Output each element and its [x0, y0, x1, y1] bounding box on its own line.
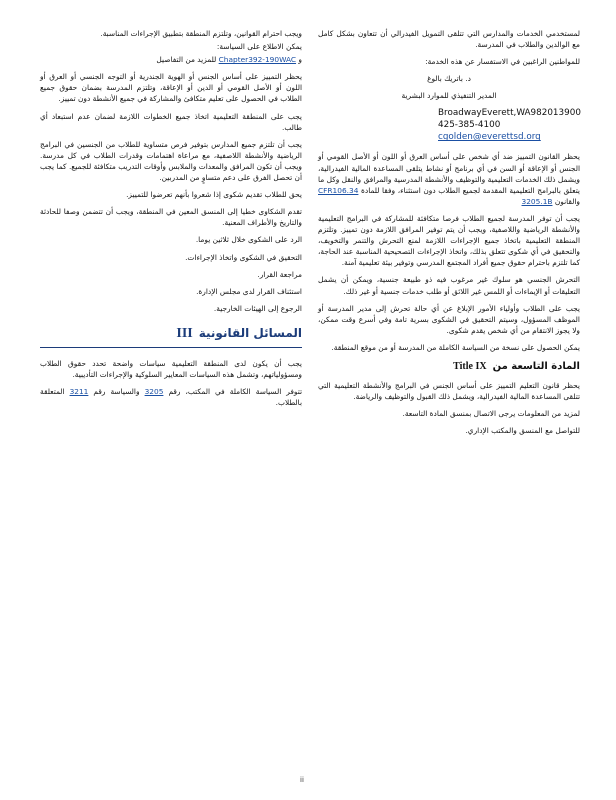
contact-email-link[interactable]: cgolden@everettsd.org [438, 132, 541, 143]
intro-paragraph: ﻟﻤﺴﺘﺨﺪﻣﻲ ﺍﻟﺨﺪﻣﺎﺕ ﻭﺍﻟﻤﺪﺍﺭﺱ ﺍﻟﺘﻲ ﺗﺘﻠﻘﻰ ﺍﻟﺘﻤﻮﻳﻞ ﺍﻟﻔﻴﺪﺭﺍﻟﻲ ﺃﻥ ﺗﺘﻌﺎﻭﻥ ﺑﺸﻜﻞ ﻛﺎﻣﻞ ﻣﻊ ﺍﻟﻮﺍﻟﺪﻳﻦ ﻭﺍﻟﻄﻼﺏ ﻓﻲ ﺍﻟﻤﺪﺭﺳﺔ. [318, 29, 580, 50]
reporting-paragraph: ﻳﺠﺐ ﻋﻠﻰ ﺍﻟﻄﻼﺏ ﻭﺃﻭﻟﻴﺎﺀ ﺍﻷﻣﻮﺭ ﺍﻹﺑﻼﻍ ﻋﻦ ﺃﻱ ﺣﺎﻟﺔ ﺗﺤﺮﺵ ﺇﻟﻰ ﻣﺪﻳﺮ ﺍﻟﻤﺪﺭﺳﺔ ﺃﻭ ﺍﻟﻤﻮﻇﻒ ﺍﻟﻤﺴﺆﻭﻝ، ﻭﺳﻴﺘﻢ ﺍﻟﺘﺤﻘﻴﻖ ﻓﻲ ﺍﻟﺸﻜﻮﻯ ﺑﺴﺮﻳﺔ ﺗﺎﻣﺔ ﻭﻓﻲ ﺃﺳﺮﻉ ﻭﻗﺖ ﻣﻤﻜﻦ، ﻭﻻ ﻳﺠﻮﺯ ﺍﻻﻧﺘﻘﺎﻡ ﻣﻦ ﺃﻱ ﺷﺨﺺ ﻳﻘﺪﻡ ﺷﻜﻮﻯ. [318, 303, 580, 335]
right-column [318, 28, 580, 442]
wac-reference [40, 54, 302, 65]
equal-opportunity-paragraph: ﻳﺠﺐ ﺃﻥ ﺗﻮﻓﺮ ﺍﻟﻤﺪﺭﺳﺔ ﻟﺠﻤﻴﻊ ﺍﻟﻄﻼﺏ ﻓﺮﺻﺎ ﻣﺘﻜﺎﻓﺌﺔ ﻟﻠﻤﺸﺎﺭﻛﺔ ﻓﻲ ﺍﻟﺒﺮﺍﻣﺞ ﺍﻟﺘﻌﻠﻴﻤﻴﺔ ﻭﺍﻷﻧﺸﻄﺔ ﺍﻟﺮﻳﺎﺿﻴﺔ ﻭﺍﻟﻼﺻﻔﻴﺔ، ﻭﻳﺠﺐ ﺃﻥ ﻳﺘﻢ ﺗﻮﻓﻴﺮ ﺍﻟﻤﺮﺍﻓﻖ ﺍﻟﻼﺯﻣﺔ ﺩﻭﻥ ﺗﻤﻴﻴﺰ. ﻭﺗﻠﺘﺰﻡ ﺍﻟﻤﻨﻄﻘﺔ ﺍﻟﺘﻌﻠﻴﻤﻴﺔ ﺑﺎﺗﺨﺎﺫ ﺟﻤﻴﻊ ﺍﻹﺟﺮﺍﺀﺍﺕ ﺍﻟﻼﺯﻣﺔ ﻟﻤﻨﻊ ﺍﻟﺘﺤﺮﺵ ﻭﺍﻟﺘﻨﻤﺮ ﻭﺍﻟﺘﺨﻮﻳﻒ، ﻭﺍﻟﺘﺤﻘﻴﻖ ﻓﻲ ﺃﻱ ﺷﻜﻮﻯ ﺗﺘﻌﻠﻖ ﺑﺬﻟﻚ، ﻭﺍﺗﺨﺎﺫ ﺍﻹﺟﺮﺍﺀﺍﺕ ﺍﻟﺘﺼﺤﻴﺤﻴﺔ ﺍﻟﻤﻨﺎﺳﺒﺔ ﻋﻨﺪ ﺍﻟﺤﺎﺟﺔ، ﻛﻤﺎ ﺗﻠﺘﺰﻡ ﺑﺎﺣﺘﺮﺍﻡ ﺣﻘﻮﻕ ﺟﻤﻴﻊ ﺃﻓﺮﺍﺩ ﺍﻟﻤﺠﺘﻤﻊ ﺍﻟﻤﺪﺭﺳﻲ ﻭﺗﻮﻓﻴﺮ ﺑﻴﺌﺔ ﺗﻌﻠﻴﻤﻴﺔ ﺁﻣﻨﺔ. [318, 213, 580, 268]
contact-intro: ﻟﻠﻤﻮﺍﻃﻨﻴﻦ ﺍﻟﺮﺍﻏﺒﻴﻦ ﻓﻲ ﺍﻻﺳﺘﻔﺴﺎﺭ ﻋﻦ ﻫﺬﻩ ﺍﻟﺨﺪﻣﺔ: [425, 57, 580, 67]
wac-chapter-link[interactable]: Chapter392-190WAC [218, 55, 297, 65]
wac-prefix: ﻭ [298, 55, 302, 65]
contact-name: ﺩ. ﺑﺎﺗﺮﻳﻚ ﺑﺎﻟﻮﻍ [427, 74, 471, 84]
step-external: ﺍﻟﺮﺟﻮﻉ ﺇﻟﻰ ﺍﻟﻬﻴﺌﺎﺕ ﺍﻟﺨﺎﺭﺟﻴﺔ. [213, 303, 302, 313]
title-ix-tag: Title IX [453, 360, 487, 372]
wac-suffix: ﻟﻠﻤﺰﻳﺪ ﻣﻦ ﺍﻟﺘﻔﺎﺻﻴﻞ [156, 55, 217, 65]
section-iii-heading [40, 325, 302, 341]
section-iii-number: III [176, 325, 193, 341]
harassment-definition: ﺍﻟﺘﺤﺮﺵ ﺍﻟﺠﻨﺴﻲ ﻫﻮ ﺳﻠﻮﻙ ﻏﻴﺮ ﻣﺮﻏﻮﺏ ﻓﻴﻪ ﺫﻭ ﻃﺒﻴﻌﺔ ﺟﻨﺴﻴﺔ، ﻭﻳﻤﻜﻦ ﺃﻥ ﻳﺸﻤﻞ ﺍﻟﺘﻌﻠﻴﻘﺎﺕ ﺃﻭ ﺍﻹﻳﻤﺎﺀﺍﺕ ﺃﻭ ﺍﻟﻠﻤﺲ ﻏﻴﺮ ﺍﻟﻼﺋﻖ ﺃﻭ ﻃﻠﺐ ﺧﺪﻣﺎﺕ ﺟﻨﺴﻴﺔ ﺃﻭ ﻏﻴﺮ ﺫﻟﻚ. [318, 275, 580, 296]
section-divider [40, 347, 302, 348]
title-ix-paragraph: ﻳﺤﻈﺮ ﻗﺎﻧﻮﻥ ﺍﻟﺘﻌﻠﻴﻢ ﺍﻟﺘﻤﻴﻴﺰ ﻋﻠﻰ ﺃﺳﺎﺱ ﺍﻟﺠﻨﺲ ﻓﻲ ﺍﻟﺒﺮﺍﻣﺞ ﻭﺍﻷﻧﺸﻄﺔ ﺍﻟﺘﻌﻠﻴﻤﻴﺔ ﺍﻟﺘﻲ ﺗﺘﻠﻘﻰ ﺍﻟﻤﺴﺎﻋﺪﺓ ﺍﻟﻤﺎﻟﻴﺔ ﺍﻟﻔﻴﺪﺭﺍﻟﻴﺔ، ﻭﻳﺸﻤﻞ ﺫﻟﻚ ﺍﻟﻘﺒﻮﻝ ﻭﺍﻟﺘﻮﻇﻴﻒ ﻭﺍﻟﺮﻳﺎﺿﺔ. [318, 381, 580, 402]
athletics-paragraph: ﻳﺠﺐ ﺃﻥ ﺗﻠﺘﺰﻡ ﺟﻤﻴﻊ ﺍﻟﻤﺪﺍﺭﺱ ﺑﺘﻮﻓﻴﺮ ﻓﺮﺹ ﻣﺘﺴﺎﻭﻳﺔ ﻟﻠﻄﻼﺏ ﻣﻦ ﺍﻟﺠﻨﺴﻴﻦ ﻓﻲ ﺍﻟﺒﺮﺍﻣﺞ ﺍﻟﺮﻳﺎﺿﻴﺔ ﻭﺍﻷﻧﺸﻄﺔ ﺍﻟﻼﺻﻔﻴﺔ، ﻣﻊ ﻣﺮﺍﻋﺎﺓ ﺍﻫﺘﻤﺎﻣﺎﺕ ﻭﻗﺪﺭﺍﺕ ﺍﻟﻄﻼﺏ ﻓﻲ ﻛﻞ ﻣﺪﺭﺳﺔ. ﻭﻳﺠﺐ ﺃﻥ ﺗﻜﻮﻥ ﺍﻟﻤﺮﺍﻓﻖ ﻭﺍﻟﻤﻌﺪﺍﺕ ﻭﺍﻟﻤﻼﺑﺲ ﻭﺃﻭﻗﺎﺕ ﺍﻟﺘﺪﺭﻳﺐ ﻣﺘﻜﺎﻓﺌﺔ ﻟﻠﺠﻤﻴﻊ. ﻛﻤﺎ ﻳﺠﺐ ﺃﻥ ﺗﺤﺼﻞ ﺍﻟﻔﺮﻕ ﻋﻠﻰ ﺩﻋﻢ ﻣﺘﺴﺎﻭٍ ﻣﻦ ﺍﻟﻤﺪﺭﺑﻴﻦ. [40, 139, 302, 183]
step-review: ﻣﺮﺍﺟﻌﺔ ﺍﻟﻘﺮﺍﺭ. [257, 269, 302, 279]
left-intro: ﻭﻳﺠﺐ ﺍﺣﺘﺮﺍﻡ ﺍﻟﻘﻮﺍﻧﻴﻦ، ﻭﺗﻠﺘﺰﻡ ﺍﻟﻤﻨﻄﻘﺔ ﺑﺘﻄﺒﻴﻖ ﺍﻹﺟﺮﺍﺀﺍﺕ ﺍﻟﻤﻨﺎﺳﺒﺔ. [100, 29, 302, 38]
nondiscrimination-text: ﻳﺤﻈﺮ ﺍﻟﻘﺎﻧﻮﻥ ﺍﻟﺘﻤﻴﻴﺰ ﺿﺪ ﺃﻱ ﺷﺨﺺ ﻋﻠﻰ ﺃﺳﺎﺱ ﺍﻟﻌﺮﻕ ﺃﻭ ﺍﻟﻠﻮﻥ ﺃﻭ ﺍﻷﺻﻞ ﺍﻟﻘﻮﻣﻲ ﺃﻭ ﺍﻟﺠﻨﺲ ﺃﻭ ﺍﻹﻋﺎﻗﺔ ﺃﻭ ﺍﻟﺴﻦ ﻓﻲ ﺃﻱ ﺑﺮﻧﺎﻣﺞ ﺃﻭ ﻧﺸﺎﻁ ﻳﺘﻠﻘﻰ ﺍﻟﻤﺴﺎﻋﺪﺓ ﺍﻟﻤﺎﻟﻴﺔ ﺍﻟﻔﻴﺪﺭﺍﻟﻴﺔ، ﻭﻳﺸﻤﻞ ﺫﻟﻚ ﺍﻟﺨﺪﻣﺎﺕ ﺍﻟﺘﻌﻠﻴﻤﻴﺔ ﻭﺍﻟﺘﻮﻇﻴﻒ ﻭﺍﻷﻧﺸﻄﺔ ﺍﻟﻤﺪﺭﺳﻴﺔ ﻭﺍﻟﻤﺮﺍﻓﻖ ﻭﺍﻟﻨﻘﻞ ﻭﻛﻞ ﻣﺎ ﻳﺘﻌﻠﻖ ﺑﺎﻟﺒﺮﺍﻣﺞ ﺍﻟﺘﻌﻠﻴﻤﻴﺔ ﺍﻟﻤﻘﺪﻣﺔ ﻟﺠﻤﻴﻊ ﺍﻟﻄﻼﺏ ﺩﻭﻥ ﺍﺳﺘﺜﻨﺎﺀ، ﻭﻓﻘﺎ ﻟﻠﻤﺎﺩﺓ [318, 152, 580, 195]
nondiscrimination-text-end: ﻭﺍﻟﻘﺎﻧﻮﻥ [554, 196, 580, 206]
nondiscrimination-paragraph [318, 151, 580, 206]
policy-3205-link[interactable]: 3205 [144, 387, 164, 397]
left-column [40, 28, 302, 414]
policy-availability-mid: ﻭﺍﻟﺴﻴﺎﺳﺔ ﺭﻗﻢ [93, 387, 140, 397]
title-ix-heading [318, 361, 580, 372]
complaint-procedure: ﺗﻘﺪﻡ ﺍﻟﺸﻜﺎﻭﻯ ﺧﻄﻴﺎ ﺇﻟﻰ ﺍﻟﻤﻨﺴﻖ ﺍﻟﻤﻌﻴﻦ ﻓﻲ ﺍﻟﻤﻨﻄﻘﺔ، ﻭﻳﺠﺐ ﺃﻥ ﺗﺘﻀﻤﻦ ﻭﺻﻔﺎ ﻟﻠﺤﺎﺩﺛﺔ ﻭﺍﻟﺘﺎﺭﻳﺦ ﻭﺍﻷﻃﺮﺍﻑ ﺍﻟﻤﻌﻨﻴﺔ. [40, 207, 302, 228]
policy-availability-text: ﺗﺘﻮﻓﺮ ﺍﻟﺴﻴﺎﺳﺔ ﺍﻟﻜﺎﻣﻠﺔ ﻓﻲ ﺍﻟﻤﻜﺘﺐ، ﺭﻗﻢ [168, 387, 303, 397]
policy-availability [40, 386, 302, 408]
title-ix-heading-text: ﺍﻟﻤﺎﺩﺓ ﺍﻟﺘﺎﺳﻌﺔ ﻣﻦ [492, 360, 580, 372]
policy-copy-paragraph: ﻳﻤﻜﻦ ﺍﻟﺤﺼﻮﻝ ﻋﻠﻰ ﻧﺴﺨﺔ ﻣﻦ ﺍﻟﺴﻴﺎﺳﺔ ﺍﻟﻜﺎﻣﻠﺔ ﻣﻦ ﺍﻟﻤﺪﺭﺳﺔ ﺃﻭ ﻣﻦ ﻣﻮﻗﻊ ﺍﻟﻤﻨﻄﻘﺔ. [331, 342, 580, 352]
section-iii-title: ﺍﻟﻤﺴﺎﺋﻞ ﺍﻟﻘﺎﻧﻮﻧﻴﺔ [198, 325, 302, 340]
cfr-link[interactable]: CFR106.34 [318, 185, 359, 195]
legal-policies-paragraph: ﻳﺠﺐ ﺃﻥ ﻳﻜﻮﻥ ﻟﺪﻯ ﺍﻟﻤﻨﻄﻘﺔ ﺍﻟﺘﻌﻠﻴﻤﻴﺔ ﺳﻴﺎﺳﺎﺕ ﻭﺍﺿﺤﺔ ﺗﺤﺪﺩ ﺣﻘﻮﻕ ﺍﻟﻄﻼﺏ ﻭﻣﺴﺆﻭﻟﻴﺎﺗﻬﻢ، ﻭﺗﺸﻤﻞ ﻫﺬﻩ ﺍﻟﺴﻴﺎﺳﺎﺕ ﺍﻟﻤﻌﺎﻳﻴﺮ ﺍﻟﺴﻠﻮﻛﻴﺔ ﻭﺍﻹﺟﺮﺍﺀﺍﺕ ﺍﻟﺘﺄﺩﻳﺒﻴﺔ. [40, 358, 302, 380]
policy-availability-end: ﺍﻟﻤﺘﻌﻠﻘﺔ ﺑﺎﻟﻄﻼﺏ. [40, 387, 302, 408]
page-number: ii [300, 776, 304, 784]
prohibited-discrimination: ﻳﺤﻈﺮ ﺍﻟﺘﻤﻴﻴﺰ ﻋﻠﻰ ﺃﺳﺎﺱ ﺍﻟﺠﻨﺲ ﺃﻭ ﺍﻟﻬﻮﻳﺔ ﺍﻟﺠﻨﺪﺭﻳﺔ ﺃﻭ ﺍﻟﺘﻮﺟﻪ ﺍﻟﺠﻨﺴﻲ ﺃﻭ ﺍﻟﻌﺮﻕ ﺃﻭ ﺍﻟﻠﻮﻥ ﺃﻭ ﺍﻷﺻﻞ ﺍﻟﻘﻮﻣﻲ ﺃﻭ ﺍﻟﺪﻳﻦ ﺃﻭ ﺍﻹﻋﺎﻗﺔ، ﻭﺗﻠﺘﺰﻡ ﺍﻟﻤﺪﺭﺳﺔ ﺑﻀﻤﺎﻥ ﺣﻘﻮﻕ ﺟﻤﻴﻊ ﺍﻟﻄﻼﺏ ﻓﻲ ﺍﻟﺤﺼﻮﻝ ﻋﻠﻰ ﺗﻌﻠﻴﻢ ﻣﺘﻜﺎﻓﺊ ﻭﺍﻟﻤﺸﺎﺭﻛﺔ ﻓﻲ ﺟﻤﻴﻊ ﺍﻷﻧﺸﻄﺔ ﺩﻭﻥ ﺗﻤﻴﻴﺰ. [40, 72, 302, 104]
contact-office: ﺍﻟﻤﺪﻳﺮ ﺍﻟﺘﻨﻔﻴﺬﻱ ﻟﻠﻤﻮﺍﺭﺩ ﺍﻟﺒﺸﺮﻳﺔ [401, 91, 497, 101]
step-appeal: ﺍﺳﺘﺌﻨﺎﻑ ﺍﻟﻘﺮﺍﺭ ﻟﺪﻯ ﻣﺠﻠﺲ ﺍﻹﺩﺍﺭﺓ. [196, 286, 302, 296]
policy-3211-link[interactable]: 3211 [69, 387, 89, 397]
district-steps: ﻳﺠﺐ ﻋﻠﻰ ﺍﻟﻤﻨﻄﻘﺔ ﺍﻟﺘﻌﻠﻴﻤﻴﺔ ﺍﺗﺨﺎﺫ ﺟﻤﻴﻊ ﺍﻟﺨﻄﻮﺍﺕ ﺍﻟﻼﺯﻣﺔ ﻟﻀﻤﺎﻥ ﻋﺪﻡ ﺍﺳﺘﺒﻌﺎﺩ ﺃﻱ ﻃﺎﻟﺐ. [40, 111, 302, 132]
complaint-right: ﻳﺤﻖ ﻟﻠﻄﻼﺏ ﺗﻘﺪﻳﻢ ﺷﻜﻮﻯ ﺇﺫﺍ ﺷﻌﺮﻭﺍ ﺑﺄﻧﻬﻢ ﺗﻌﺮﺿﻮﺍ ﻟﻠﺘﻤﻴﻴﺰ. [126, 190, 302, 200]
step-investigation: ﺍﻟﺘﺤﻘﻴﻖ ﻓﻲ ﺍﻟﺸﻜﻮﻯ ﻭﺍﺗﺨﺎﺫ ﺍﻹﺟﺮﺍﺀﺍﺕ. [185, 252, 302, 262]
title-ix-office: ﻟﻠﺘﻮﺍﺻﻞ ﻣﻊ ﺍﻟﻤﻨﺴﻖ ﻭﺍﻟﻤﻜﺘﺐ ﺍﻹﺩﺍﺭﻱ. [465, 426, 580, 436]
step-response: ﺍﻟﺮﺩ ﻋﻠﻰ ﺍﻟﺸﻜﻮﻯ ﺧﻼﻝ ﺛﻼﺛﻴﻦ ﻳﻮﻣﺎ. [195, 235, 302, 245]
contact-address: BroadwayEverett,WA982013900 [438, 108, 581, 119]
contact-block [438, 107, 580, 143]
contact-phone: 425-385-4100 [438, 120, 501, 131]
rcw-link[interactable]: 3205.1B [521, 196, 553, 206]
policy-reference-label: ﻳﻤﻜﻦ ﺍﻻﻃﻼﻉ ﻋﻠﻰ ﺍﻟﺴﻴﺎﺳﺔ: [216, 42, 302, 52]
title-ix-contact: ﻟﻤﺰﻳﺪ ﻣﻦ ﺍﻟﻤﻌﻠﻮﻣﺎﺕ ﻳﺮﺟﻰ ﺍﻻﺗﺼﺎﻝ ﺑﻤﻨﺴﻖ ﺍﻟﻤﺎﺩﺓ ﺍﻟﺘﺎﺳﻌﺔ. [402, 409, 580, 419]
